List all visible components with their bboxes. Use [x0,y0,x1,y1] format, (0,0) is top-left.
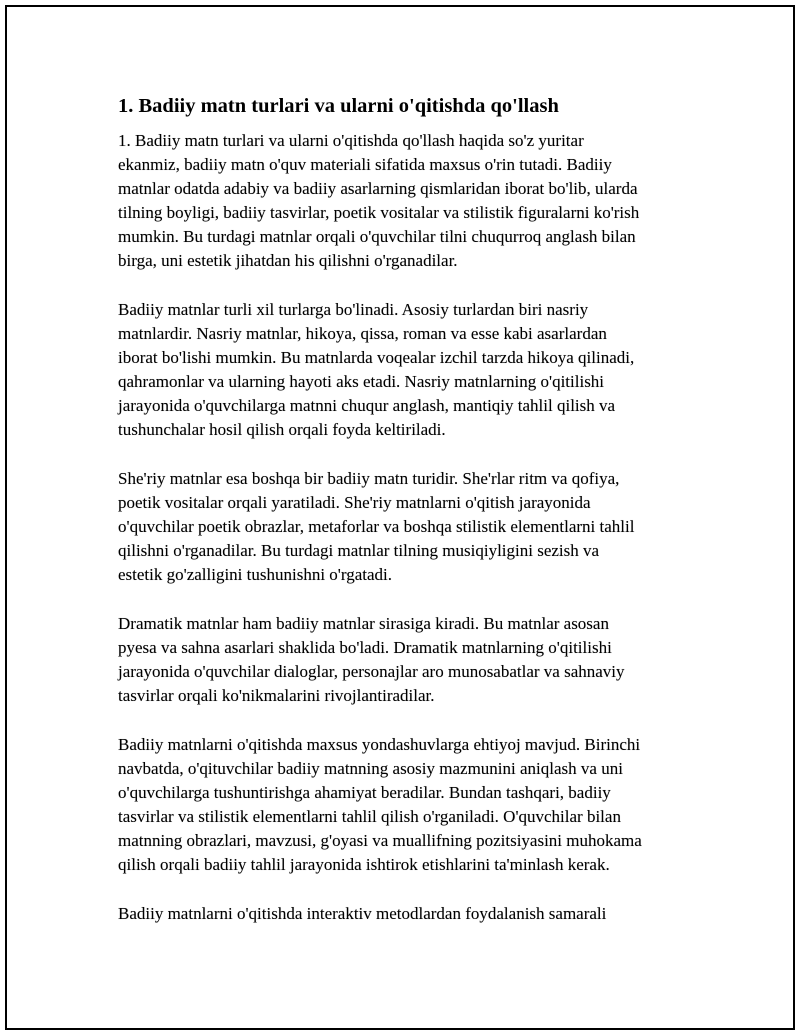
document-body [118,93,688,951]
text-line: qahramonlar va ularning hayoti aks etadi. Nasriy matnlarning o'qitilishi [118,372,605,391]
text-line: iborat bo'lishi mumkin. Bu matnlarda voqealar izchil tarzda hikoya qilinadi, [118,348,635,367]
text-line: o'quvchilarga tushuntirishga ahamiyat beradilar. Bundan tashqari, badiiy [118,783,611,802]
text-line: qilishni o'rganadilar. Bu turdagi matnlar tilning musiqiyligini sezish va [118,541,600,560]
text-line: tasvirlar orqali ko'nikmalarini rivojlantiradilar. [118,686,435,705]
text-line: Badiiy matnlar turli xil turlarga bo'linadi. Asosiy turlardan biri nasriy [118,300,589,319]
text-line: She'riy matnlar esa boshqa bir badiiy matn turidir. She'rlar ritm va qofiya, [118,469,620,488]
text-line: jarayonida o'quvchilar dialoglar, personajlar aro munosabatlar va sahnaviy [118,662,625,681]
text-line: ekanmiz, badiiy matn o'quv materiali sifatida maxsus o'rin tutadi. Badiiy [118,155,612,174]
paragraph-2 [118,298,688,442]
text-line: Badiiy matnlarni o'qitishda interaktiv metodlardan foydalanish samarali [118,904,607,923]
text-line: jarayonida o'quvchilarga matnni chuqur anglash, mantiqiy tahlil qilish va [118,396,616,415]
text-line: estetik go'zalligini tushunishni o'rgatadi. [118,565,393,584]
text-line: o'quvchilar poetik obrazlar, metaforlar va boshqa stilistik elementlarni tahlil [118,517,635,536]
text-line: tasvirlar va stilistik elementlarni tahlil qilish o'rganiladi. O'quvchilar bilan [118,807,621,826]
text-line: mumkin. Bu turdagi matnlar orqali o'quvchilar tilni chuqurroq anglash bilan [118,227,636,246]
section-heading: 1. Badiiy matn turlari va ularni o'qitishda qo'llash [118,95,559,117]
text-line: matnning obrazlari, mavzusi, g'oyasi va muallifning pozitsiyasini muhokama [118,831,642,850]
paragraph-3 [118,467,688,587]
text-line: tilning boyligi, badiiy tasvirlar, poetik vositalar va stilistik figuralarni ko'rish [118,203,640,222]
text-line: matnlar odatda adabiy va badiiy asarlarning qismlaridan iborat bo'lib, ularda [118,179,638,198]
paragraph-5 [118,733,688,877]
text-line: poetik vositalar orqali yaratiladi. She'riy matnlarni o'qitish jarayonida [118,493,591,512]
paragraph-6 [118,902,688,926]
paragraph-1 [118,129,688,273]
text-line: pyesa va sahna asarlari shaklida bo'ladi. Dramatik matnlarning o'qitilishi [118,638,612,657]
text-line: matnlardir. Nasriy matnlar, hikoya, qissa, roman va esse kabi asarlardan [118,324,607,343]
text-line: tushunchalar hosil qilish orqali foyda keltiriladi. [118,420,446,439]
text-line: navbatda, o'qituvchilar badiiy matnning asosiy mazmunini aniqlash va uni [118,759,623,778]
text-line: 1. Badiiy matn turlari va ularni o'qitishda qo'llash haqida so'z yuritar [118,131,584,150]
paragraph-4 [118,612,688,708]
text-line: birga, uni estetik jihatdan his qilishni o'rganadilar. [118,251,458,270]
text-line: Badiiy matnlarni o'qitishda maxsus yondashuvlarga ehtiyoj mavjud. Birinchi [118,735,641,754]
text-line: Dramatik matnlar ham badiiy matnlar sirasiga kiradi. Bu matnlar asosan [118,614,609,633]
text-line: qilish orqali badiiy tahlil jarayonida ishtirok etishlarini ta'minlash kerak. [118,855,610,874]
